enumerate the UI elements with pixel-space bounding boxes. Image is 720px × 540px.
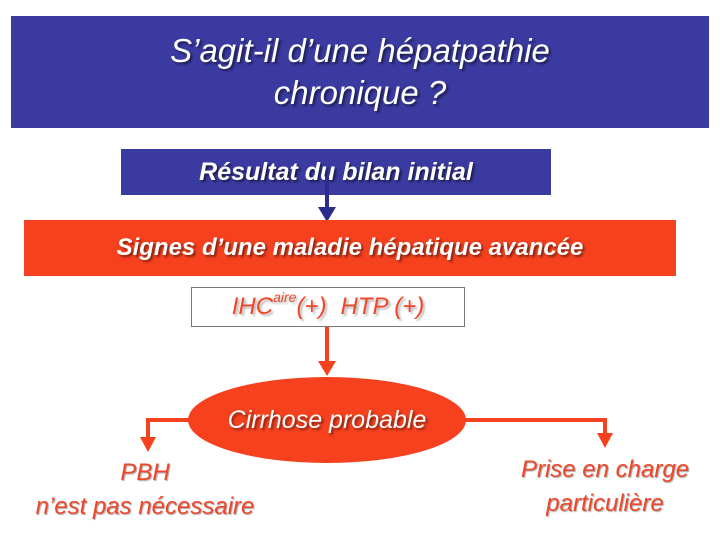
branch-right-line xyxy=(464,420,605,436)
outcome-right-line-1: Prise en charge xyxy=(520,456,690,483)
ihc-sign: (+) xyxy=(296,293,327,320)
arrowhead-ihc-to-cirrhose xyxy=(318,361,336,376)
outcome-left xyxy=(0,456,290,524)
outcome-right xyxy=(495,453,715,521)
title-line-2: chronique ? xyxy=(273,74,447,111)
signes-maladie-box xyxy=(24,220,676,276)
title-line-1: S’agit-il d’une hépatpathie xyxy=(170,32,550,69)
cirrhose-ellipse xyxy=(188,377,466,463)
bilan-initial-label: Résultat du bilan initial xyxy=(199,157,473,186)
branch-right-arrowhead xyxy=(597,433,613,448)
outcome-right-line-2: particulière xyxy=(546,490,664,517)
outcome-left-line-2: n’est pas nécessaire xyxy=(35,493,255,520)
findings-box xyxy=(191,287,465,327)
ihc-label: IHC xyxy=(231,293,274,320)
htp-label: HTP (+) xyxy=(340,293,425,320)
ihc-superscript: aire xyxy=(273,289,297,305)
branch-left-arrowhead xyxy=(140,437,156,452)
signes-maladie-label: Signes d’une maladie hépatique avancée xyxy=(116,234,584,261)
outcome-left-line-1: PBH xyxy=(120,459,170,486)
cirrhose-label: Cirrhose probable xyxy=(227,405,427,434)
